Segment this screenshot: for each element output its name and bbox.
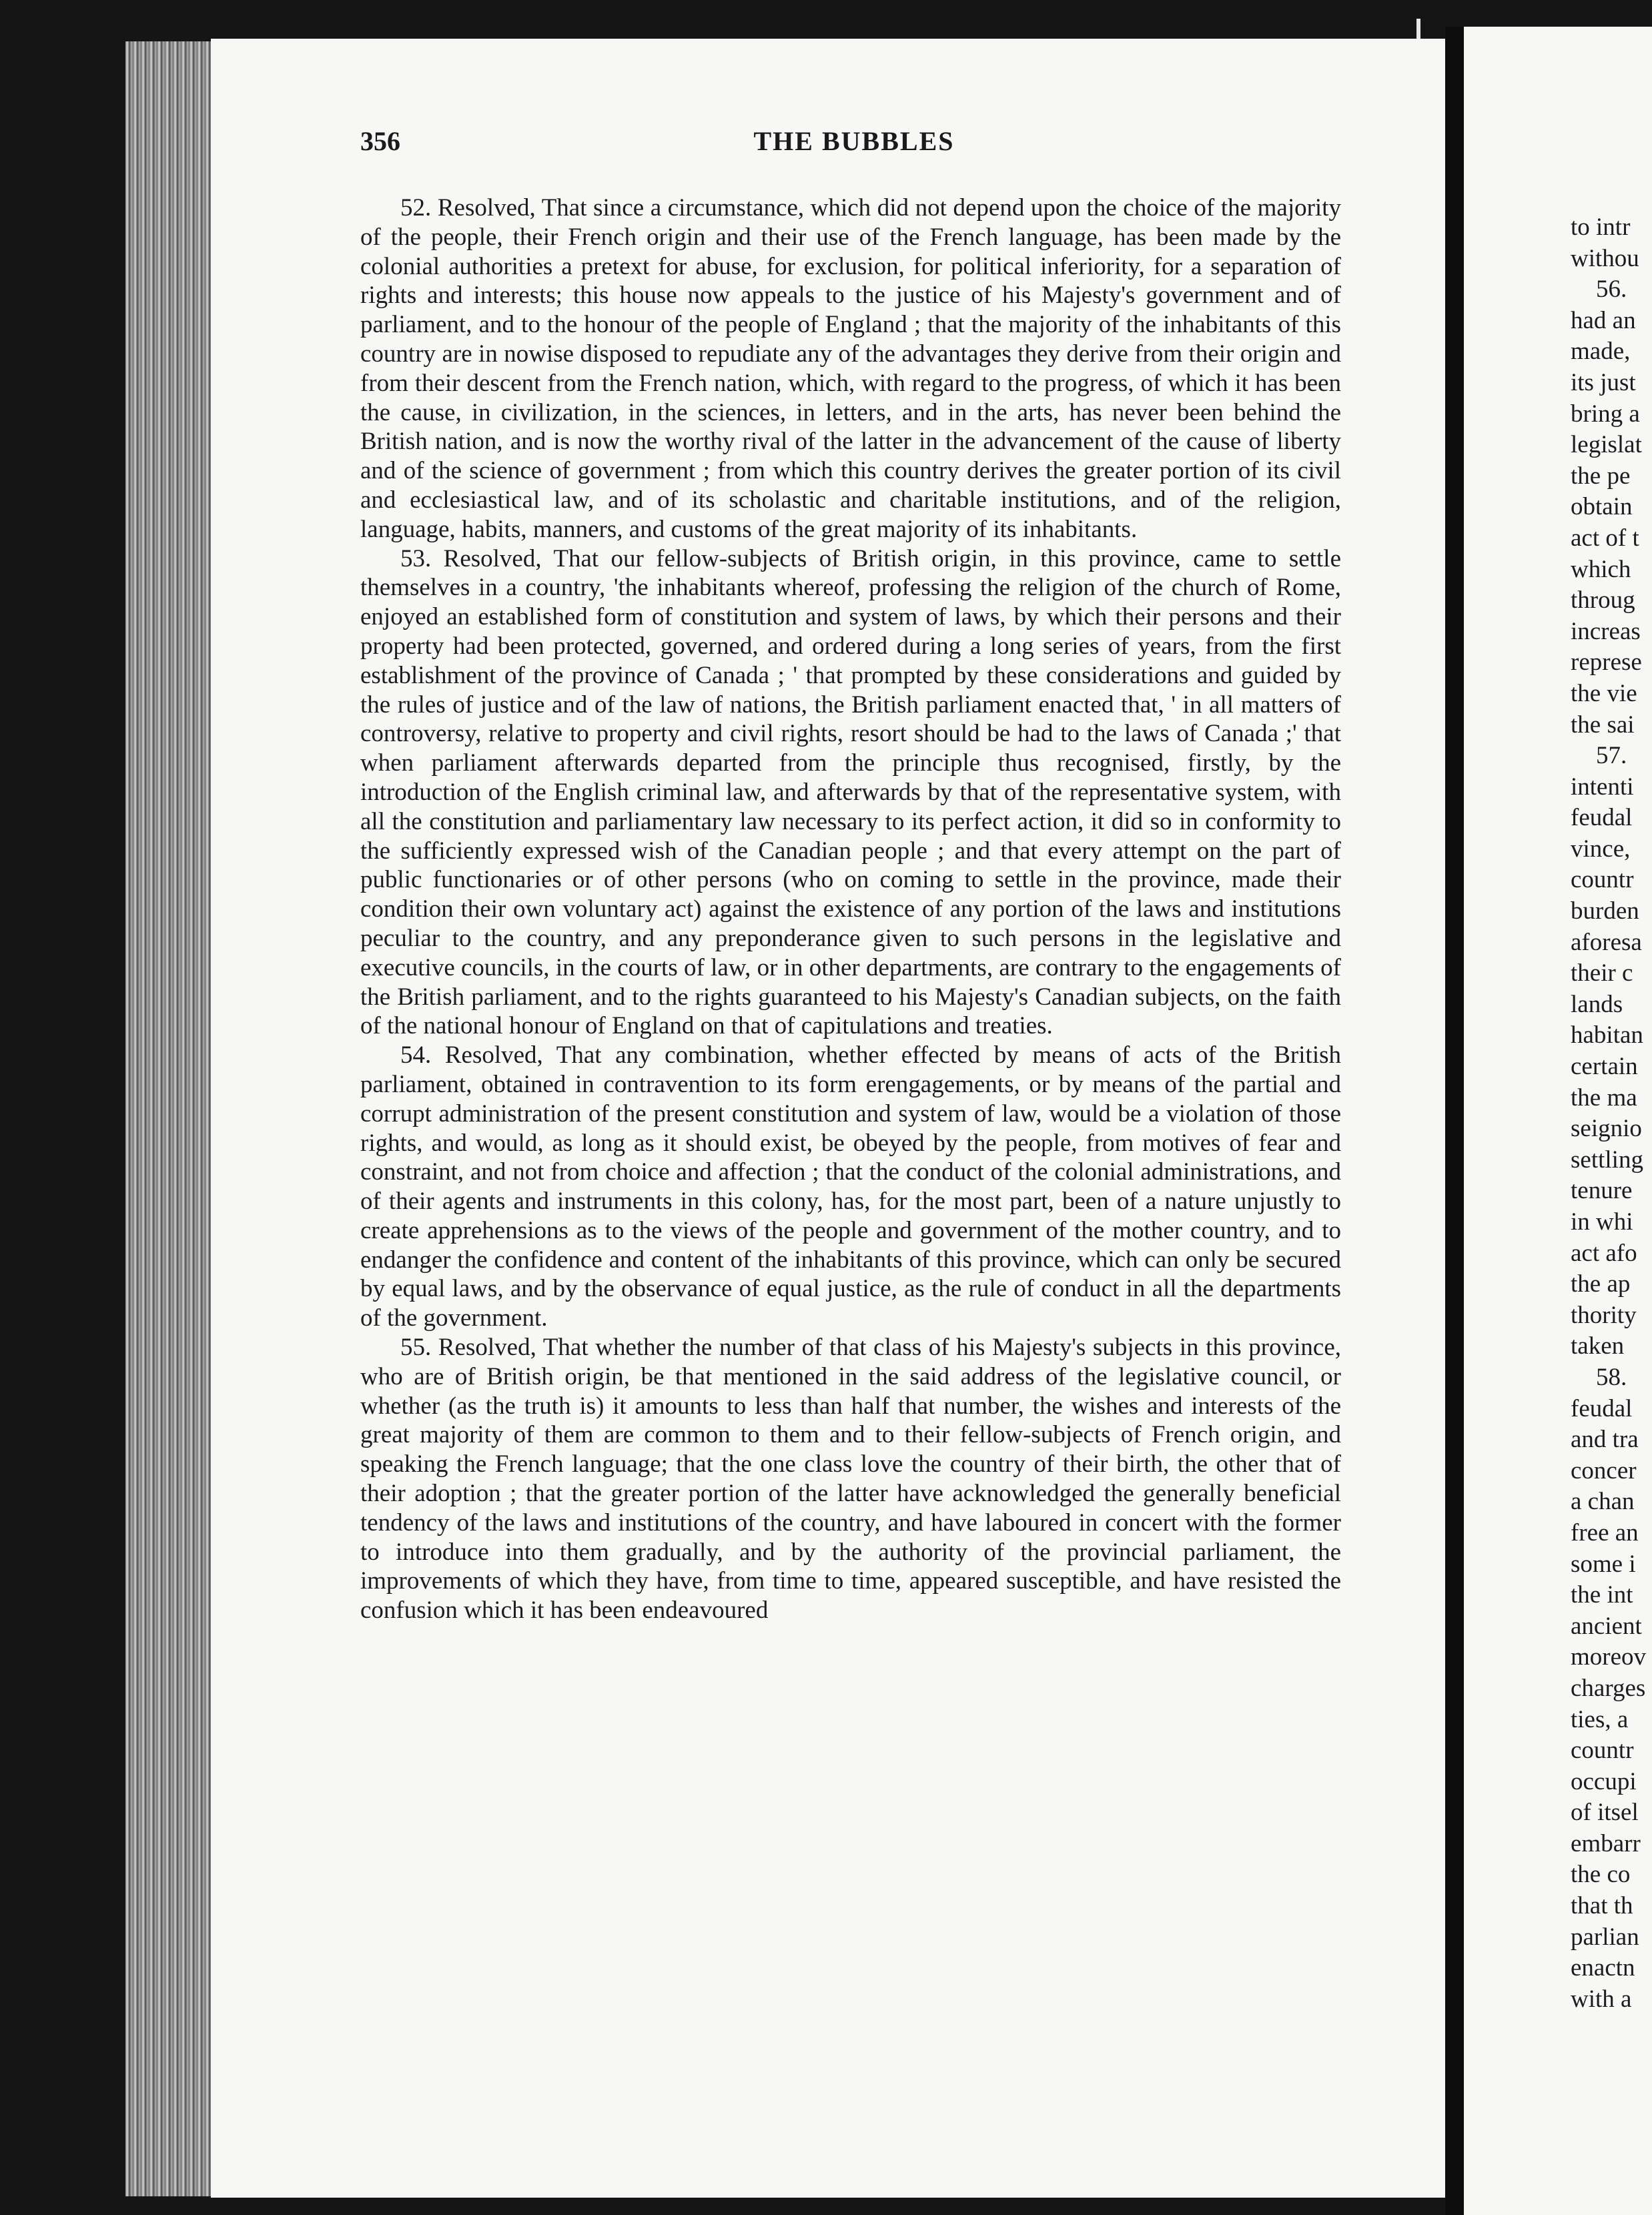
book-page-edges xyxy=(125,41,211,2196)
right-page-line: feudal xyxy=(1571,804,1633,832)
right-page-line: some i xyxy=(1571,1550,1636,1578)
right-page-line: tenure xyxy=(1571,1177,1633,1205)
right-page-line: 58. xyxy=(1596,1363,1627,1391)
right-page-line: certain xyxy=(1571,1053,1638,1081)
running-title: THE BUBBLES xyxy=(753,126,955,156)
right-page-line: intenti xyxy=(1571,773,1634,801)
right-page-line: the vie xyxy=(1571,679,1637,707)
right-page-line: settling xyxy=(1571,1146,1643,1174)
scan-mark xyxy=(1416,19,1420,39)
right-page-line: withou xyxy=(1571,244,1639,272)
right-page-line: in whi xyxy=(1571,1208,1633,1236)
right-page-line: bring a xyxy=(1571,400,1640,428)
right-page-line: ties, a xyxy=(1571,1705,1629,1733)
right-page-line: had an xyxy=(1571,306,1636,334)
right-page-line: embarr xyxy=(1571,1829,1641,1857)
right-page-line: made, xyxy=(1571,338,1631,366)
right-page-line: charges xyxy=(1571,1674,1646,1702)
right-page-line: free an xyxy=(1571,1518,1639,1546)
page-number: 356 xyxy=(360,126,400,156)
right-page-line: the co xyxy=(1571,1861,1631,1889)
right-page-line: vince, xyxy=(1571,835,1631,863)
right-page-line: 56. xyxy=(1596,276,1627,304)
right-page-line: taken xyxy=(1571,1332,1625,1360)
right-page-line: obtain xyxy=(1571,493,1633,521)
book-gutter xyxy=(1445,27,1464,2215)
right-page-line: act afo xyxy=(1571,1239,1637,1267)
right-page-line: moreov xyxy=(1571,1643,1647,1671)
resolution-54: 54. Resolved, That any combination, whether effected by means of acts of the British parliament, obtained in contravention to its form erengagements, or by means of the partial and corrupt administration of the present constitution and system of law, would be a violation of those rights, and would, as long as it should exist, be obeyed by the people, from motives of fear and constraint, and not from choice and affection ; that the conduct of the colonial administrations, and of their agents and instruments in this colony, has, for the most part, been of a nature unjustly to create apprehensions as to the views of the people and government of the mother country, and to endanger the confidence and content of the inhabitants of this province, which can only be secured by equal laws, and by the observance of equal justice, as the rule of conduct in all the departments of the government. xyxy=(360,1041,1341,1332)
right-page-line: burden xyxy=(1571,897,1639,925)
right-page-line: throug xyxy=(1571,586,1635,614)
right-page-line: increas xyxy=(1571,617,1641,645)
right-page-line: that th xyxy=(1571,1892,1633,1920)
resolution-53: 53. Resolved, That our fellow-subjects of British origin, in this province, came to settle themselves in a country, 'the inhabitants whereof, professing the religion of the church of Rome, enjoyed an established form of constitution and system of laws, by which their persons and their property had been protected, governed, and ordered during a long series of years, from the first establishment of the province of Canada ; ' that prompted by these considerations and guided by the rules of justice and of the law of nations, the British parliament enacted that, ' in all matters of controversy, relative to property and civil rights, resort should be had to the laws of Canada ;' that when parliament afterwards departed from the principle thus recognised, firstly, by the introduction of the English criminal law, and afterwards by that of the representative system, with all the constitution and parliamentary law necessary to its perfect action, it did so in conformity to the sufficiently expressed wish of the Canadian people ; and that every attempt on the part of public functionaries or of other persons (who on coming to settle in the province, made their condition their own voluntary act) against the existence of any portion of the laws and institutions peculiar to the country, and any preponderance given to such persons in the legislative and executive councils, in the courts of law, or in other departments, are contrary to the engagements of the British parliament, and to the rights guaranteed to his Majesty's Canadian subjects, on the faith of the national honour of England on that of capitulations and treaties. xyxy=(360,544,1341,1040)
right-page-line: its just xyxy=(1571,368,1636,396)
right-page-line: 57. xyxy=(1596,742,1627,770)
right-page-line: to intr xyxy=(1571,213,1631,241)
right-page-line: aforesa xyxy=(1571,928,1642,956)
right-page-line: the int xyxy=(1571,1581,1633,1609)
right-page-line: represe xyxy=(1571,648,1642,677)
right-page-line: and tra xyxy=(1571,1426,1639,1454)
resolution-52: 52. Resolved, That since a circumstance, which did not depend upon the choice of the majority of the people, their French origin and their use of the French language, has been made by the colonial authorities a pretext for abuse, for exclusion, for political inferiority, for a separation of rights and interests; this house now appeals to the justice of his Majesty's government and of parliament, and to the honour of the people of England ; that the majority of the inhabitants of this country are in nowise disposed to repudiate any of the advantages they derive from their origin and from their descent from the French nation, which, with regard to the progress, of which it has been the cause, in civilization, in the sciences, in letters, and in the arts, has never been behind the British nation, and is now the worthy rival of the latter in the advancement of the cause of liberty and of the science of government ; from which this country derives the greater portion of its civil and ecclesiastical law, and of its scholastic and charitable institutions, and of the religion, language, habits, manners, and customs of the great majority of its inhabitants. xyxy=(360,194,1341,543)
left-page-body xyxy=(360,193,1341,1625)
right-page-line: countr xyxy=(1571,1737,1634,1765)
right-page-line: act of t xyxy=(1571,524,1639,552)
right-page-line: with a xyxy=(1571,1985,1632,2013)
right-page-line: enactn xyxy=(1571,1954,1635,1982)
right-page-line: occupi xyxy=(1571,1767,1637,1795)
running-header xyxy=(360,125,1348,165)
right-page-line: the ma xyxy=(1571,1083,1637,1112)
right-page-line: of itsel xyxy=(1571,1799,1639,1827)
right-page-line: concer xyxy=(1571,1456,1637,1484)
right-page-text-fragments xyxy=(1571,212,1652,2015)
right-page-line: a chan xyxy=(1571,1488,1635,1516)
right-page-line: the pe xyxy=(1571,462,1631,490)
right-page-line: the sai xyxy=(1571,711,1635,739)
right-page-line: parlian xyxy=(1571,1923,1639,1951)
right-page-line: seignio xyxy=(1571,1115,1642,1143)
resolution-55: 55. Resolved, That whether the number of that class of his Majesty's subjects in this province, who are of British origin, be that mentioned in the said address of the legislative council, or whether (as the truth is) it amounts to less than half that number, the wishes and interests of the great majority of them are common to them and to their fellow-subjects of French origin, and speaking the French language; that the one class love the country of their birth, the other that of their adoption ; that the greater portion of the latter have acknowledged the generally beneficial tendency of the laws and institutions of the country, and have laboured in concert with the former to introduce into them gradually, and by the authority of the provincial parliament, the improvements of which they have, from time to time, appeared susceptible, and have resisted the confusion which it has been endeavoured xyxy=(360,1334,1341,1625)
right-page-line: legislat xyxy=(1571,431,1642,459)
right-page-line: the ap xyxy=(1571,1270,1631,1298)
right-page-line: habitan xyxy=(1571,1021,1643,1049)
right-page-line: lands xyxy=(1571,990,1623,1018)
right-page-line: which xyxy=(1571,555,1631,583)
right-page-line: feudal xyxy=(1571,1394,1633,1422)
right-page-line: their c xyxy=(1571,959,1633,987)
right-page-line: ancient xyxy=(1571,1612,1642,1640)
right-page-line: countr xyxy=(1571,866,1634,894)
right-page-line: thority xyxy=(1571,1301,1637,1329)
